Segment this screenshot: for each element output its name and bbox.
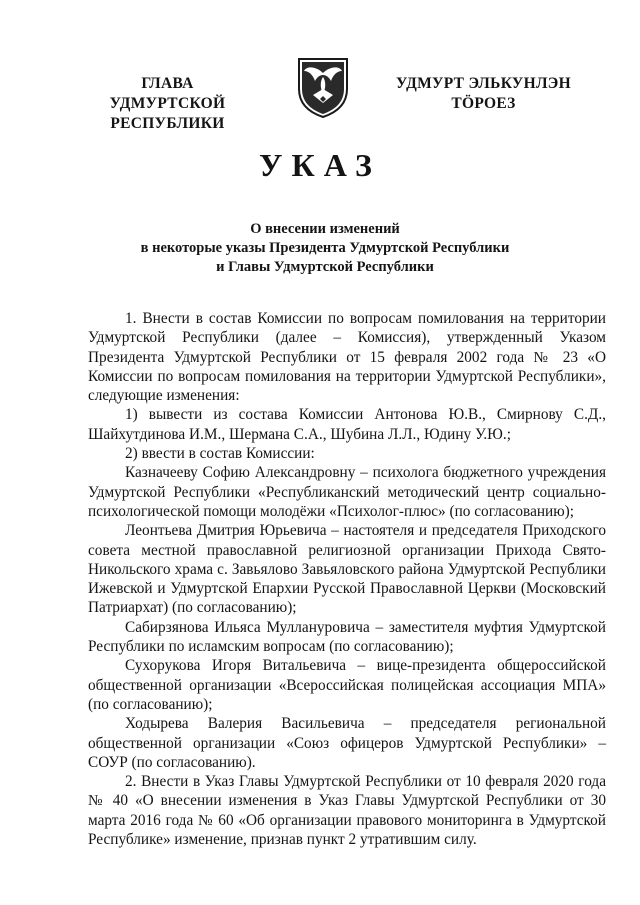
paragraph-add-members: 2) ввести в состав Комиссии: — [125, 445, 315, 463]
issuer-header-ru-line1: ГЛАВА — [141, 75, 194, 92]
issuer-header-udm-line1: УДМУРТ ЭЛЬКУНЛЭН — [396, 75, 571, 92]
document-subject — [100, 220, 550, 277]
member-sukhorukov: Сухорукова Игоря Витальевича – вице-президента общероссийской общественной организации «Всероссийская полицейская ассоциация МПА» (по согласованию); — [88, 657, 606, 713]
document-subject-line2: в некоторые указы Президента Удмуртской Республики — [140, 240, 510, 256]
paragraph-item-2: 2. Внести в Указ Главы Удмуртской Республики от 10 февраля 2020 года № 40 «О внесении изменения в Указ Главы Удмуртской Республики от 30 марта 2016 года № 60 «Об организации правового мониторинга в Удмуртской Республике» изменение, признав пункт 2 утратившим силу. — [88, 773, 606, 849]
paragraph-item-1: 1. Внести в состав Комиссии по вопросам помилования на территории Удмуртской Республики (далее – Комиссия), утвержденный Указом Президента Удмуртской Республики от 15 февраля 2002 года № 23 «О Комиссии по вопросам помилования на территории Удмуртской Республики», следующие изменения: — [88, 310, 606, 405]
issuer-header-ru — [60, 74, 275, 134]
member-leontyev: Леонтьева Дмитрия Юрьевича – настоятеля и председателя Приходского совета местной православной религиозной организации Прихода Свято-Никольского храма с. Завьялово Завьяловского района Удмуртской Республики Ижевской и Удмуртской Епархии Русской Православной Церкви (Московский Патриархат) (по согласованию); — [88, 522, 606, 617]
document-title: УКАЗ — [259, 147, 381, 183]
paragraph-remove-members: 1) вывести из состава Комиссии Антонова Ю.В., Смирнову С.Д., Шайхутдинова И.М., Шермана С.А., Шубина Л.Л., Юдину У.Ю.; — [88, 406, 606, 443]
issuer-header-udm — [376, 74, 591, 114]
coat-of-arms-icon — [293, 53, 353, 119]
issuer-header-udm-line2: ТӦРОЕЗ — [451, 95, 516, 112]
member-kaznacheeva: Казначееву Софию Александровну – психолога бюджетного учреждения Удмуртской Республики «Республиканский методический центр социально-психологической помощи молодёжи «Психолог-плюс» (по согласованию); — [88, 464, 606, 520]
member-sabirzyanov: Сабирзянова Ильяса Муллануровича – заместителя муфтия Удмуртской Республики по исламским вопросам (по согласованию); — [88, 618, 606, 656]
document-subject-line1: О внесении изменений — [250, 221, 400, 237]
document-subject-line3: и Главы Удмуртской Республики — [216, 259, 434, 275]
member-khodyrev: Ходырева Валерия Васильевича – председателя региональной общественной организации «Союз офицеров Удмуртской Республики» – СОУР (по согласованию). — [88, 715, 606, 771]
decree-body — [88, 309, 606, 849]
issuer-header-ru-line2: УДМУРТСКОЙ РЕСПУБЛИКИ — [109, 95, 226, 132]
